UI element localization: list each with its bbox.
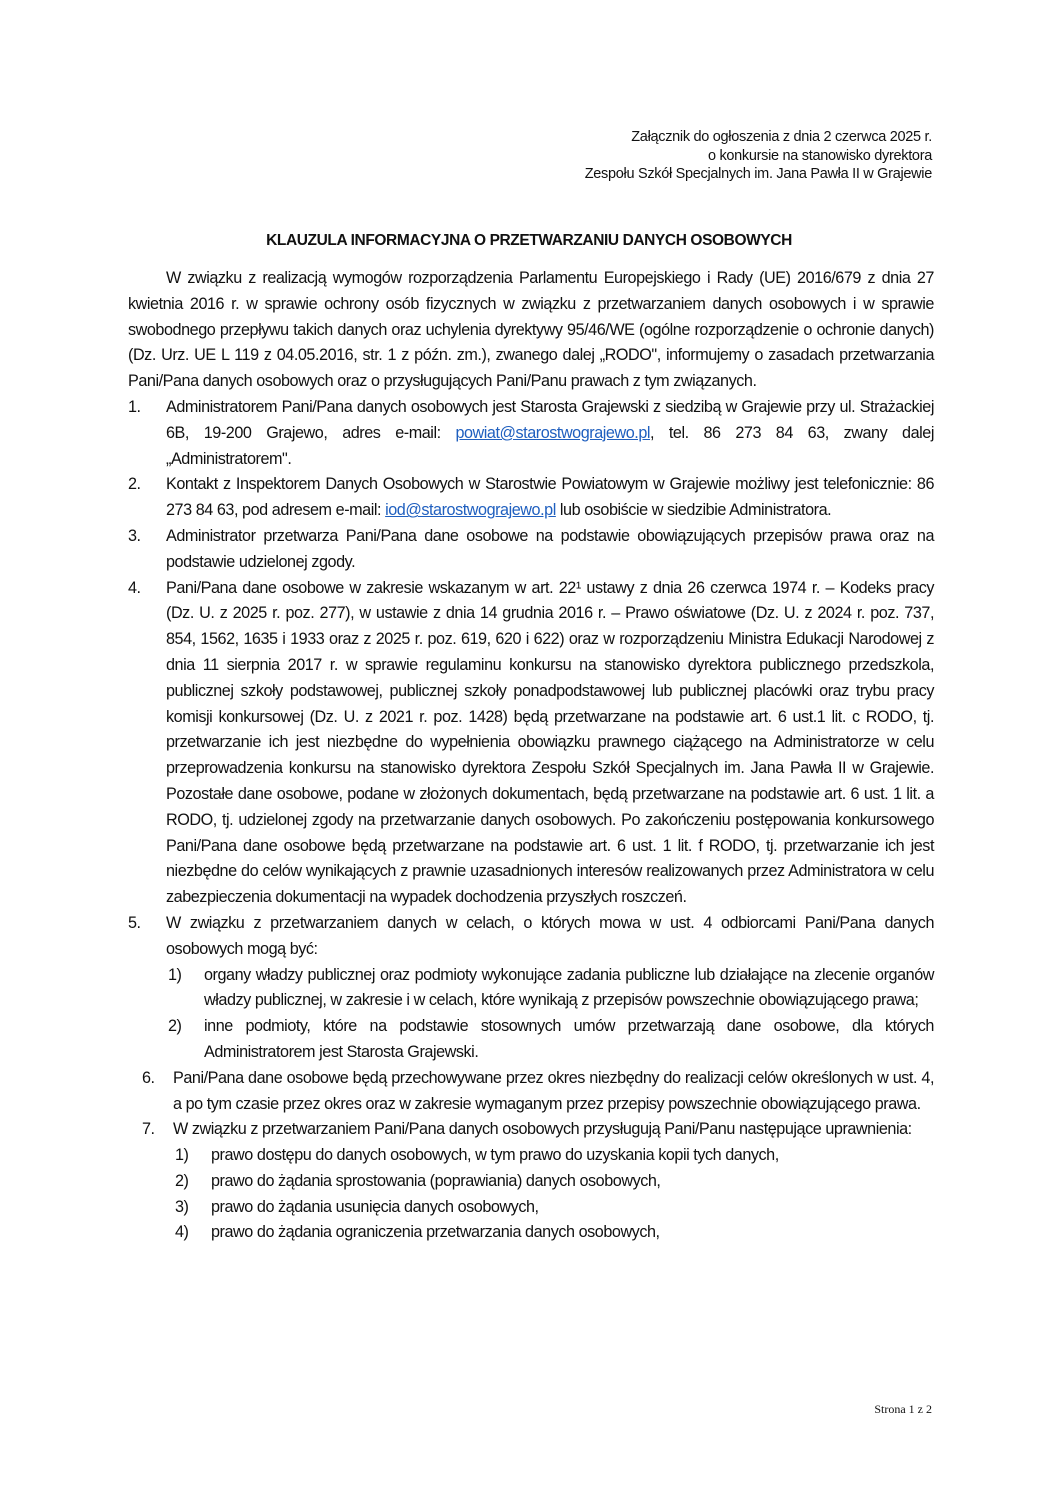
sub-item <box>173 1195 934 1221</box>
document-title: KLAUZULA INFORMACYJNA O PRZETWARZANIU DANYCH OSOBOWYCH <box>266 232 792 249</box>
sub-item <box>166 963 934 1015</box>
item-text: Pani/Pana dane osobowe w zakresie wskazanym w art. 22¹ ustawy z dnia 26 czerwca 1974 r. – Kodeks pracy (Dz. U. z 2025 r. poz. 277), w ustawie z dnia 14 grudnia 2016 r. – Prawo oświatowe (Dz. U. z 2024 r. poz. 737, 854, 1562, 1635 i 1933 oraz z 2025 r. poz. 619, 620 i 622) oraz w rozporządzeniu Ministra Edukacji Narodowej z dnia 11 sierpnia 2017 r. w sprawie regulaminu konkursu na stanowisko dyrektora publicznego przedszkola, publicznej szkoły podstawowej, publicznej szkoły ponadpodstawowej lub publicznej placówki oraz trybu pracy komisji konkursowej (Dz. U. z 2021 r. poz. 1428) będą przetwarzane na podstawie art. 6 ust.1 lit. c RODO, tj. przetwarzanie ich jest niezbędne do wypełnienia obowiązku prawnego ciążącego na Administratorze w celu przeprowadzenia konkursu na stanowisko dyrektora Zespołu Szkół Specjalnych im. Jana Pawła II w Grajewie. Pozostałe dane osobowe, podane w złożonych dokumentach, będą przetwarzane na podstawie art. 6 ust. 1 lit. a RODO, tj. udzielonej zgody na przetwarzanie danych osobowych. Po zakończeniu postępowania konkursowego Pani/Pana dane osobowe będą przetwarzane na podstawie art. 6 ust. 1 lit. f RODO, tj. przetwarzanie ich jest niezbędne do celów wynikających z prawnie uzasadnionych interesów realizowanych przez Administratora w celu zabezpieczenia dokumentacji na wypadek dochodzenia przyszłych roszczeń. <box>166 578 934 907</box>
clause-item-6 <box>128 1066 934 1118</box>
sub-item-number: 1) <box>175 1146 189 1165</box>
sub-item-number: 1) <box>168 965 182 984</box>
sub-item-text: prawo dostępu do danych osobowych, w tym prawo do uzyskania kopii tych danych, <box>211 1146 779 1165</box>
sub-item-text: prawo do żądania ograniczenia przetwarzania danych osobowych, <box>211 1223 660 1242</box>
item-number: 3. <box>128 526 141 545</box>
annex-line: o konkursie na stanowisko dyrektora <box>707 147 932 164</box>
item-number: 2. <box>128 475 141 494</box>
sub-item-number: 2) <box>175 1171 189 1190</box>
item-text: Administrator przetwarza Pani/Pana dane osobowe na podstawie obowiązujących przepisów prawa oraz na podstawie udzielonej zgody. <box>166 526 934 571</box>
sub-item-text: organy władzy publicznej oraz podmioty wykonujące zadania publiczne lub działające na zlecenie organów władzy publicznej, w zakresie i w celach, które wynikają z przepisów powszechnie obowiązującego prawa; <box>204 965 934 1010</box>
document-body <box>128 266 934 1246</box>
iod-email-link[interactable]: iod@starostwograjewo.pl <box>385 501 556 520</box>
sub-item <box>166 1014 934 1066</box>
item-number: 5. <box>128 913 141 932</box>
page-number: Strona 1 z 2 <box>874 1402 932 1416</box>
item-number: 6. <box>142 1068 155 1087</box>
sub-item-text: prawo do żądania sprostowania (poprawiania) danych osobowych, <box>211 1171 661 1190</box>
item-text: Administratorem Pani/Pana danych osobowych jest Starosta Grajewski z siedzibą w Grajewie przy ul. Strażackiej 6B, 19-200 Grajewo, adres e-mail: <box>166 397 934 442</box>
item-number: 4. <box>128 578 141 597</box>
clause-item-5 <box>128 911 934 1066</box>
sub-item-number: 4) <box>175 1223 189 1242</box>
clause-item-4 <box>128 576 934 911</box>
annex-line: Załącznik do ogłoszenia z dnia 2 czerwca 2025 r. <box>631 129 932 145</box>
clause-item-7 <box>128 1117 934 1246</box>
sub-item-text: prawo do żądania usunięcia danych osobowych, <box>211 1197 539 1216</box>
sub-item-number: 2) <box>168 1017 182 1036</box>
clause-item-2 <box>128 472 934 524</box>
sub-item-text: inne podmioty, które na podstawie stosownych umów przetwarzają dane osobowe, dla których Administratorem jest Starosta Grajewski. <box>204 1017 934 1061</box>
clause-item-3 <box>128 524 934 576</box>
item-number: 1. <box>128 397 141 416</box>
intro-paragraph: W związku z realizacją wymogów rozporządzenia Parlamentu Europejskiego i Rady (UE) 2016/679 z dnia 27 kwietnia 2016 r. w sprawie ochrony osób fizycznych w związku z przetwarzaniem danych osobowych i w sprawie swobodnego przepływu takich danych oraz uchylenia dyrektywy 95/46/WE (ogólne rozporządzenie o ochronie danych) (Dz. Urz. UE L 119 z 04.05.2016, str. 1 z późn. zm.), zwanego dalej „RODO", informujemy o zasadach przetwarzania Pani/Pana danych osobowych oraz o przysługujących Pani/Panu prawach z tym związanych. <box>128 269 934 391</box>
admin-email-link[interactable]: powiat@starostwograjewo.pl <box>455 423 651 442</box>
item-text: W związku z przetwarzaniem danych w celach, o których mowa w ust. 4 odbiorcami Pani/Pana danych osobowych mogą być: <box>166 913 934 958</box>
item-text: Pani/Pana dane osobowe będą przechowywane przez okres niezbędny do realizacji celów określonych w ust. 4, a po tym czasie przez okres oraz w zakresie wymaganym przez przepisy powszechnie obowiązującego prawa. <box>173 1068 934 1113</box>
clause-list <box>128 395 934 1246</box>
item-text: W związku z przetwarzaniem Pani/Pana danych osobowych przysługują Pani/Panu następujące uprawnienia: <box>173 1120 912 1139</box>
annex-header <box>585 128 932 184</box>
item-number: 7. <box>142 1120 155 1139</box>
annex-line: Zespołu Szkół Specjalnych im. Jana Pawła II w Grajewie <box>584 166 932 182</box>
rights-sublist <box>173 1143 934 1246</box>
item-text: Kontakt z Inspektorem Danych Osobowych w Starostwie Powiatowym w Grajewie możliwy jest telefonicznie: 86 273 84 63, pod adresem e-mail: <box>166 475 934 520</box>
clause-item-1 <box>128 395 934 472</box>
item-text: lub osobiście w siedzibie Administratora. <box>555 501 832 520</box>
sub-item <box>173 1220 934 1246</box>
recipients-sublist <box>166 963 934 1066</box>
sub-item <box>173 1169 934 1195</box>
sub-item <box>173 1143 934 1169</box>
item-text: , tel. 86 273 84 63, zwany dalej „Administratorem". <box>166 423 934 468</box>
sub-item-number: 3) <box>175 1197 189 1216</box>
